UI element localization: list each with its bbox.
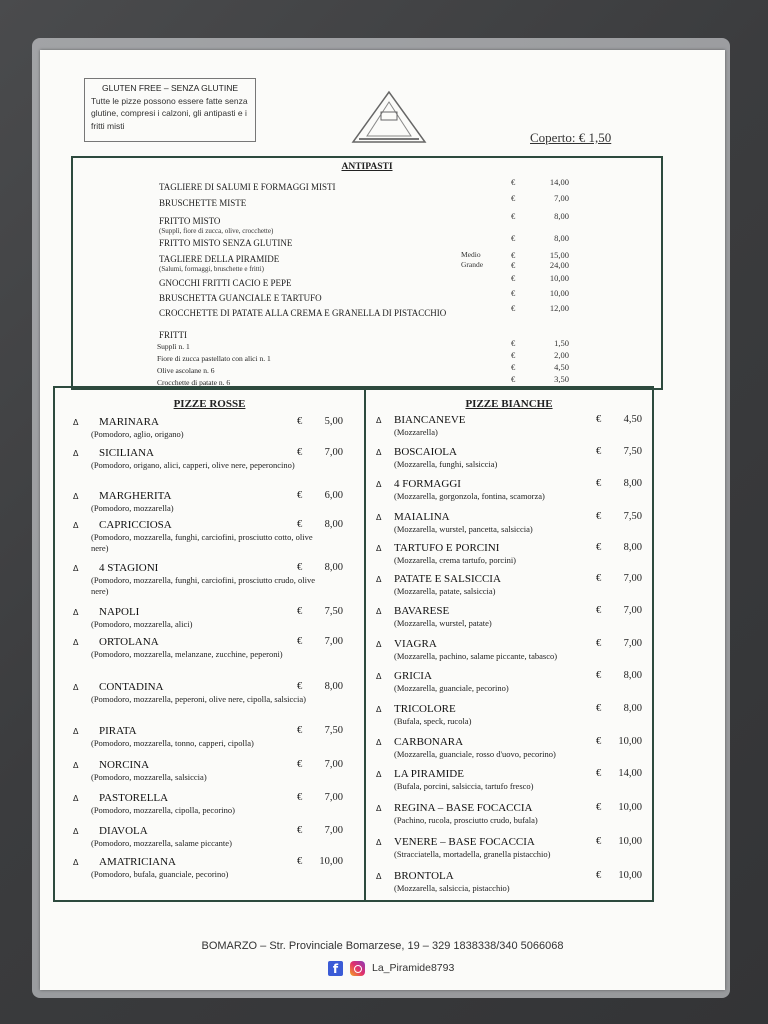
pizza-ingredients: (Mozzarella, funghi, salsiccia) (394, 459, 498, 469)
pizza-ingredients: (Pomodoro, mozzarella, tonno, capperi, cipolla) (91, 738, 254, 748)
fritto-name: Fiore di zucca pastellato con alici n. 1 (157, 354, 271, 363)
currency-symbol: € (297, 519, 303, 530)
pizza-price: 7,50 (623, 511, 642, 522)
pizze-rosse-title: PIZZE ROSSE (173, 398, 246, 410)
pizza-item (55, 823, 364, 857)
currency-symbol: € (596, 802, 602, 813)
pizza-item (366, 571, 652, 605)
currency-symbol: € (596, 870, 602, 881)
antipasto-size: Medio (461, 250, 481, 259)
currency-symbol: € (297, 416, 303, 427)
antipasti-section (71, 156, 663, 390)
pizza-price: 7,00 (324, 636, 343, 647)
pizza-name: MARGHERITA (99, 490, 172, 502)
currency-symbol: € (596, 670, 602, 681)
pizza-ingredients: (Mozzarella, pachino, salame piccante, tabasco) (394, 651, 558, 661)
pizza-item (366, 701, 652, 735)
pizza-price: 5,00 (324, 416, 343, 427)
pizza-ingredients: (Mozzarella, wurstel, patate) (394, 618, 492, 628)
antipasto-name: BRUSCHETTE MISTE (159, 198, 247, 208)
pizza-name: PASTORELLA (99, 792, 169, 804)
pizza-price: 7,00 (623, 573, 642, 584)
pizza-ingredients: (Mozzarella, salsiccia, pistacchio) (394, 883, 510, 893)
pizza-name: NAPOLI (99, 606, 140, 618)
triangle-icon: Δ (73, 827, 79, 836)
currency-symbol: € (511, 177, 516, 187)
currency-symbol: € (596, 605, 602, 616)
pizza-ingredients: (Pomodoro, aglio, origano) (91, 429, 184, 439)
pizza-item (366, 509, 652, 543)
pizza-ingredients: (Pachino, rucola, prosciutto crudo, bufala) (394, 815, 538, 825)
antipasto-name: TAGLIERE DI SALUMI E FORMAGGI MISTI (159, 182, 336, 192)
currency-symbol: € (297, 792, 303, 803)
pizza-ingredients: (Pomodoro, mozzarella, salame piccante) (91, 838, 232, 848)
antipasto-price: 14,00 (549, 177, 569, 187)
antipasto-desc: (Salumi, formaggi, bruschette e fritti) (159, 265, 264, 273)
pizza-ingredients: (Mozzarella, gorgonzola, fontina, scamorza) (394, 491, 545, 501)
antipasto-price: 12,00 (549, 303, 569, 313)
currency-symbol: € (511, 250, 516, 260)
pizza-ingredients: (Stracciatella, mortadella, granella pistacchio) (394, 849, 551, 859)
currency-symbol: € (596, 573, 602, 584)
pyramid-logo (345, 88, 433, 146)
pizza-ingredients: (Bufala, speck, rucola) (394, 716, 472, 726)
pizza-price: 8,00 (623, 670, 642, 681)
antipasto-name: TAGLIERE DELLA PIRAMIDE (159, 254, 280, 264)
pizza-name: PATATE E SALSICCIA (394, 573, 501, 585)
pizza-ingredients: (Pomodoro, mozzarella, funghi, carciofini, prosciutto cotto, olive nere) (91, 532, 313, 553)
triangle-icon: Δ (73, 418, 79, 427)
fritto-price: 2,00 (554, 350, 569, 360)
pizza-item (366, 868, 652, 902)
pizza-ingredients: (Pomodoro, mozzarella) (91, 503, 174, 513)
pizza-ingredients: (Pomodoro, mozzarella, melanzane, zucchine, peperoni) (91, 649, 283, 659)
currency-symbol: € (297, 825, 303, 836)
triangle-icon: Δ (73, 858, 79, 867)
pizza-ingredients: (Pomodoro, mozzarella, funghi, carciofini, prosciutto crudo, olive nere) (91, 575, 316, 596)
pizza-price: 10,00 (618, 736, 642, 747)
pizza-name: CAPRICCIOSA (99, 519, 172, 531)
triangle-icon: Δ (376, 575, 382, 584)
pizza-price: 10,00 (319, 856, 343, 867)
pizza-item (366, 668, 652, 702)
antipasto-size: Grande (461, 260, 484, 269)
currency-symbol: € (511, 193, 516, 203)
triangle-icon: Δ (376, 770, 382, 779)
currency-symbol: € (511, 338, 516, 348)
pizza-item (366, 636, 652, 670)
pizza-item (55, 679, 364, 713)
triangle-icon: Δ (376, 838, 382, 847)
currency-symbol: € (511, 303, 516, 313)
currency-symbol: € (511, 273, 516, 283)
pizza-item (55, 634, 364, 668)
pizza-name: VIAGRA (394, 638, 437, 650)
pizza-item (55, 414, 364, 448)
currency-symbol: € (596, 414, 602, 425)
pizza-name: VENERE – BASE FOCACCIA (394, 836, 535, 848)
currency-symbol: € (596, 768, 602, 779)
pizza-price: 10,00 (618, 870, 642, 881)
triangle-icon: Δ (73, 564, 79, 573)
fritto-price: 1,50 (554, 338, 569, 348)
triangle-icon: Δ (376, 872, 382, 881)
antipasto-name: CROCCHETTE DI PATATE ALLA CREMA E GRANELLA DI PISTACCHIO (159, 308, 447, 318)
pizza-name: CARBONARA (394, 736, 464, 748)
triangle-icon: Δ (376, 607, 382, 616)
pizza-ingredients: (Mozzarella, patate, salsiccia) (394, 586, 496, 596)
pizza-price: 7,50 (324, 725, 343, 736)
pizza-item (366, 734, 652, 768)
currency-symbol: € (511, 233, 516, 243)
currency-symbol: € (297, 725, 303, 736)
triangle-icon: Δ (376, 416, 382, 425)
pizza-price: 8,00 (324, 519, 343, 530)
pizza-ingredients: (Pomodoro, bufala, guanciale, pecorino) (91, 869, 229, 879)
pizza-price: 8,00 (324, 681, 343, 692)
currency-symbol: € (297, 759, 303, 770)
pizza-name: AMATRICIANA (99, 856, 176, 868)
pizza-name: 4 STAGIONI (99, 562, 159, 574)
fritto-price: 4,50 (554, 362, 569, 372)
triangle-icon: Δ (376, 480, 382, 489)
pizza-name: CONTADINA (99, 681, 164, 693)
antipasto-price: 8,00 (554, 233, 569, 243)
pizza-ingredients: (Pomodoro, mozzarella, peperoni, olive nere, cipolla, salsiccia) (91, 694, 307, 704)
pizza-name: BAVARESE (394, 605, 450, 617)
pizza-item (55, 604, 364, 638)
currency-symbol: € (596, 446, 602, 457)
pizza-name: BOSCAIOLA (394, 446, 457, 458)
pizza-price: 10,00 (618, 802, 642, 813)
pizza-price: 7,00 (324, 825, 343, 836)
pizza-price: 8,00 (623, 542, 642, 553)
antipasto-name: GNOCCHI FRITTI CACIO E PEPE (159, 278, 292, 288)
pizza-price: 7,00 (324, 759, 343, 770)
antipasti-title: ANTIPASTI (341, 162, 393, 172)
pizza-item (366, 800, 652, 834)
pizza-name: 4 FORMAGGI (394, 478, 461, 490)
triangle-icon: Δ (73, 608, 79, 617)
pizza-name: LA PIRAMIDE (394, 768, 464, 780)
triangle-icon: Δ (376, 672, 382, 681)
currency-symbol: € (511, 350, 516, 360)
antipasto-price: 7,00 (554, 193, 569, 203)
currency-symbol: € (511, 362, 516, 372)
pizza-name: MAIALINA (394, 511, 450, 523)
triangle-icon: Δ (73, 638, 79, 647)
pizza-name: BRONTOLA (394, 870, 454, 882)
currency-symbol: € (297, 681, 303, 692)
triangle-icon: Δ (376, 513, 382, 522)
pizza-item (55, 854, 364, 888)
pizza-name: PIRATA (99, 725, 137, 737)
pizza-ingredients: (Pomodoro, origano, alici, capperi, olive nere, peperoncino) (91, 460, 295, 470)
fritto-name: Supplì n. 1 (157, 342, 190, 351)
triangle-icon: Δ (73, 492, 79, 501)
instagram-handle[interactable]: La_Piramide8793 (372, 962, 455, 974)
fritti-title: FRITTI (159, 330, 187, 340)
fritto-price: 3,50 (554, 374, 569, 384)
pizza-price: 4,50 (623, 414, 642, 425)
cover-charge: Coperto: € 1,50 (530, 130, 612, 145)
pizza-item (55, 560, 364, 594)
pizza-name: NORCINA (99, 759, 150, 771)
triangle-icon: Δ (73, 727, 79, 736)
triangle-icon: Δ (376, 738, 382, 747)
triangle-icon: Δ (376, 640, 382, 649)
pizza-item (366, 603, 652, 637)
pizza-price: 8,00 (623, 478, 642, 489)
currency-symbol: € (297, 606, 303, 617)
antipasto-desc: (Supplì, fiore di zucca, olive, crocchette) (159, 227, 274, 235)
pizza-ingredients: (Bufala, porcini, salsiccia, tartufo fresco) (394, 781, 534, 791)
pizza-price: 10,00 (618, 836, 642, 847)
pizza-price: 7,00 (623, 638, 642, 649)
facebook-icon[interactable]: f (328, 961, 343, 976)
pizze-bianche-title: PIZZE BIANCHE (465, 398, 553, 410)
triangle-icon: Δ (73, 794, 79, 803)
antipasto-name: FRITTO MISTO SENZA GLUTINE (159, 238, 293, 248)
pizza-price: 7,50 (623, 446, 642, 457)
pizza-price: 7,50 (324, 606, 343, 617)
pizza-ingredients: (Pomodoro, mozzarella, alici) (91, 619, 193, 629)
antipasto-price: 24,00 (549, 260, 569, 270)
pizza-price: 7,00 (324, 792, 343, 803)
pizza-item (366, 766, 652, 800)
currency-symbol: € (297, 636, 303, 647)
menu-sheet (40, 50, 725, 990)
pizza-name: SICILIANA (99, 447, 154, 459)
currency-symbol: € (511, 260, 516, 270)
pizza-price: 6,00 (324, 490, 343, 501)
currency-symbol: € (596, 511, 602, 522)
fritto-name: Crocchette di patate n. 6 (157, 378, 231, 387)
gluten-free-text: Tutte le pizze possono essere fatte senza glutine, compresi i calzoni, gli antipasti e i fritti misti (91, 95, 248, 131)
pizza-price: 14,00 (618, 768, 642, 779)
pizza-name: MARINARA (99, 416, 159, 428)
pizza-item (55, 517, 364, 551)
pizze-rosse-section (53, 386, 366, 902)
pizza-ingredients: (Mozzarella, crema tartufo, porcini) (394, 555, 517, 565)
pizza-name: TRICOLORE (394, 703, 456, 715)
antipasto-name: FRITTO MISTO (159, 216, 221, 226)
triangle-icon: Δ (376, 544, 382, 553)
currency-symbol: € (596, 703, 602, 714)
antipasto-price: 8,00 (554, 211, 569, 221)
footer-address: BOMARZO – Str. Provinciale Bomarzese, 19 – 329 1838338/340 5066068 (201, 940, 564, 952)
triangle-icon: Δ (73, 449, 79, 458)
currency-symbol: € (297, 490, 303, 501)
pizza-ingredients: (Mozzarella, guanciale, pecorino) (394, 683, 509, 693)
pizza-name: DIAVOLA (99, 825, 148, 837)
pizza-ingredients: (Mozzarella) (394, 427, 438, 437)
triangle-icon: Δ (73, 683, 79, 692)
instagram-icon[interactable] (350, 961, 365, 976)
pizza-item (366, 412, 652, 446)
currency-symbol: € (297, 447, 303, 458)
currency-symbol: € (596, 736, 602, 747)
pizza-item (366, 444, 652, 478)
pizza-item (366, 476, 652, 510)
pizza-item (366, 540, 652, 574)
pizza-item (55, 757, 364, 791)
pizza-item (55, 790, 364, 824)
pizza-ingredients: (Pomodoro, mozzarella, cipolla, pecorino) (91, 805, 235, 815)
currency-symbol: € (596, 542, 602, 553)
pizza-price: 8,00 (324, 562, 343, 573)
pizza-ingredients: (Mozzarella, guanciale, rosso d'uovo, pecorino) (394, 749, 556, 759)
pizza-ingredients: (Mozzarella, wurstel, pancetta, salsiccia) (394, 524, 533, 534)
gluten-free-title: GLUTEN FREE – SENZA GLUTINE (101, 83, 239, 93)
pizza-name: ORTOLANA (99, 636, 159, 648)
currency-symbol: € (511, 288, 516, 298)
gluten-free-notice (84, 78, 256, 142)
antipasto-price: 15,00 (549, 250, 569, 260)
pizza-price: 7,00 (623, 605, 642, 616)
currency-symbol: € (511, 374, 516, 384)
pizza-price: 8,00 (623, 703, 642, 714)
pizza-item (55, 445, 364, 479)
pizza-name: GRICIA (394, 670, 432, 682)
pizza-name: TARTUFO E PORCINI (394, 542, 500, 554)
triangle-icon: Δ (73, 521, 79, 530)
pizza-name: REGINA – BASE FOCACCIA (394, 802, 533, 814)
currency-symbol: € (596, 836, 602, 847)
triangle-icon: Δ (73, 761, 79, 770)
antipasto-price: 10,00 (549, 273, 569, 283)
currency-symbol: € (596, 638, 602, 649)
antipasto-name: BRUSCHETTA GUANCIALE E TARTUFO (159, 293, 322, 303)
currency-symbol: € (596, 478, 602, 489)
fritto-name: Olive ascolane n. 6 (157, 366, 215, 375)
pizze-bianche-section (364, 386, 654, 902)
currency-symbol: € (297, 856, 303, 867)
triangle-icon: Δ (376, 448, 382, 457)
pizza-item (366, 834, 652, 868)
antipasto-price: 10,00 (549, 288, 569, 298)
pizza-item (55, 723, 364, 757)
currency-symbol: € (511, 211, 516, 221)
pizza-name: BIANCANEVE (394, 414, 466, 426)
triangle-icon: Δ (376, 705, 382, 714)
pizza-ingredients: (Pomodoro, mozzarella, salsiccia) (91, 772, 207, 782)
triangle-icon: Δ (376, 804, 382, 813)
currency-symbol: € (297, 562, 303, 573)
pizza-price: 7,00 (324, 447, 343, 458)
